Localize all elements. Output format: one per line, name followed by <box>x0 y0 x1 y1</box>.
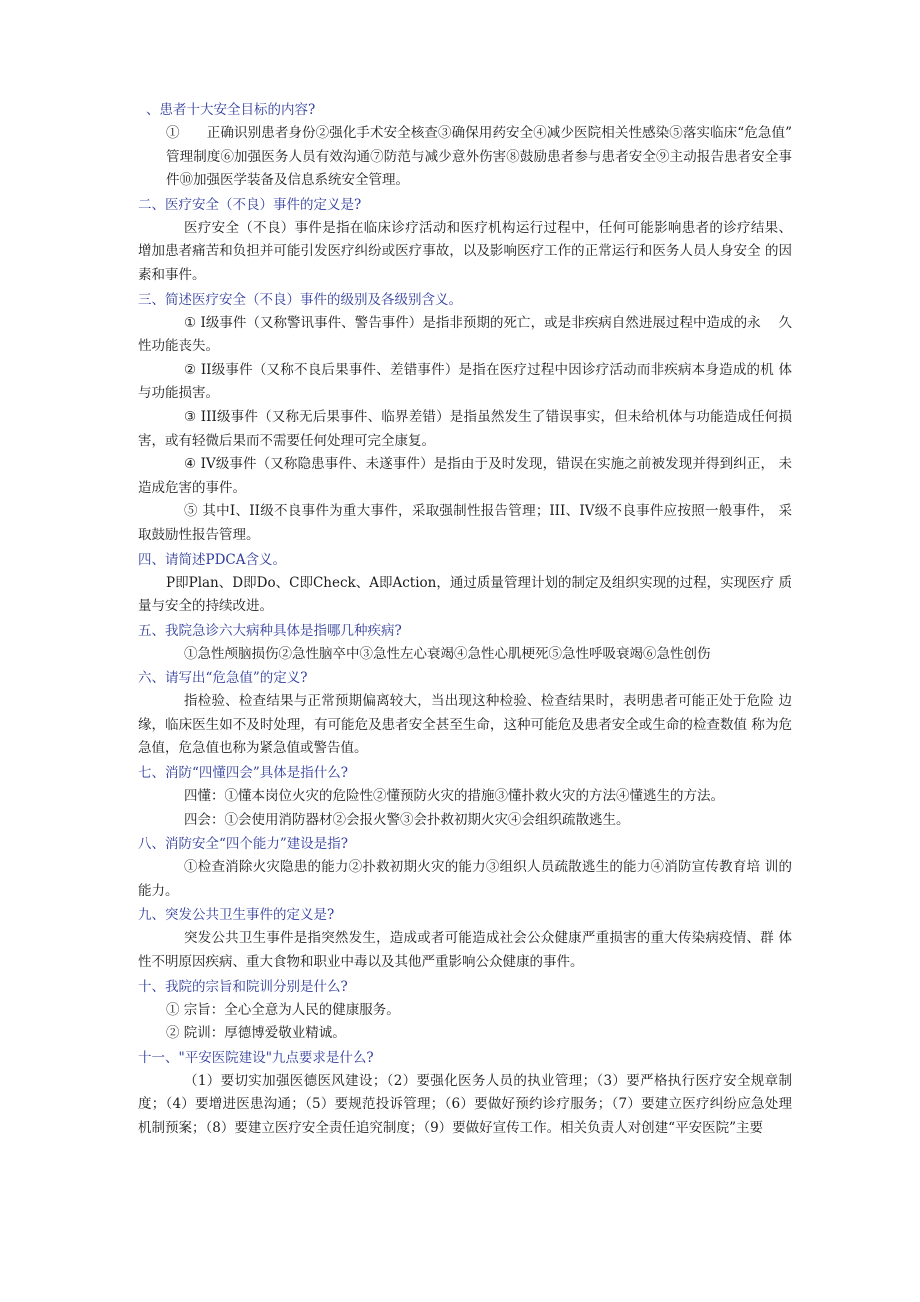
section-answer: （1）要切实加强医德医风建设；（2）要强化医务人员的执业管理；（3）要严格执行医疗安全规章制度；（4）要增进医患沟通；（5）要规范投诉管理；（6）要做好预约诊疗服务；（7）要建立医疗纠纷应急处理机制预案；（8）要建立医疗安全责任追究制度；（9）要做好宣传工作。相关负责人对创建“平安医院”主要 <box>138 1072 792 1136</box>
section-question: 二、医疗安全（不良）事件的定义是? <box>138 196 362 213</box>
section-question: 六、请写出“危急值”的定义? <box>138 670 308 687</box>
document-content <box>138 98 806 1141</box>
section-answer: ① 正确识别患者身份②强化手术安全核查③确保用药安全④减少医院相关性感染⑤落实临床“危急值” 管理制度⑥加强医务人员有效沟通⑦防范与减少意外伤害⑧鼓励患者参与患者安全⑨主动报告患者安全事件⑩加强医学装备及信息系统安全管理。 <box>166 125 806 189</box>
section-question: 五、我院急诊六大病种具体是指哪几种疾病? <box>138 622 402 639</box>
section-answer: ①急性颅脑损伤②急性脑卒中③急性左心衰竭④急性心肌梗死⑤急性呼吸衰竭⑥急性创伤 <box>184 645 711 662</box>
section-answer: ⑤ 其中I、II级不良事件为重大事件，采取强制性报告管理；III、IV级不良事件应按照一般事件， 采取鼓励性报告管理。 <box>138 503 792 543</box>
section-answer: ① I级事件（又称警讯事件、警告事件）是指非预期的死亡，或是非疾病自然进展过程中造成的永 久性功能丧失。 <box>138 314 792 355</box>
section-answer: 四懂：①懂本岗位火灾的危险性②懂预防火灾的措施③懂扑救火灾的方法④懂逃生的方法。 <box>184 788 724 805</box>
section-question: 九、突发公共卫生事件的定义是? <box>138 907 335 924</box>
section-answer: ② 院训：厚德博爱敬业精诚。 <box>166 1025 346 1042</box>
section-answer: ④ IV级事件（又称隐患事件、未遂事件）是指由于及时发现，错误在实施之前被发现并得到纠正， 未造成危害的事件。 <box>138 456 792 496</box>
section-question: 七、消防“四懂四会”具体是指什么? <box>138 765 349 782</box>
section-answer: P即Plan、D即Do、C即Check、A即Action，通过质量管理计划的制定及组织实现的过程，实现医疗 质量与安全的持续改进。 <box>138 574 792 615</box>
section-answer: ①检查消除火灾隐患的能力②扑救初期火灾的能力③组织人员疏散逃生的能力④消防宣传教育培 训的能力。 <box>138 859 792 899</box>
section-question: 八、消防安全“四个能力”建设是指? <box>138 836 349 853</box>
section-answer: 突发公共卫生事件是指突然发生，造成或者可能造成社会公众健康严重损害的重大传染病疫情、群 体性不明原因疾病、重大食物和职业中毒以及其他严重影响公众健康的事件。 <box>138 930 792 971</box>
section-question: 三、简述医疗安全（不良）事件的级别及各级别含义。 <box>138 291 462 308</box>
section-answer: 四会：①会使用消防器材②会报火警③会扑救初期火灾④会组织疏散逃生。 <box>184 811 630 828</box>
section-answer: ② II级事件（又称不良后果事件、差错事件）是指在医疗过程中因诊疗活动而非疾病本身造成的机 体与功能损害。 <box>138 361 792 402</box>
section-answer: 指检验、检查结果与正常预期偏离较大，当出现这种检验、检查结果时，表明患者可能正处于危险 边缘，临床医生如不及时处理，有可能危及患者安全甚至生命，这种可能危及患者安全或生命的检查数值 称为危急值，危急值也称为紧急值或警告值。 <box>138 693 792 757</box>
section-question: 、患者十大安全目标的内容? <box>146 102 316 118</box>
section-answer: 医疗安全（不良）事件是指在临床诊疗活动和医疗机构运行过程中，任何可能影响患者的诊疗结果、 增加患者痛苦和负担并可能引发医疗纠纷或医疗事故，以及影响医疗工作的正常运行和医务人员人身安全 的因素和事件。 <box>138 219 792 283</box>
section-question: 四、请简述PDCA含义。 <box>138 551 286 568</box>
section-answer: ③ III级事件（又称无后果事件、临界差错）是指虽然发生了错误事实，但未给机体与功能造成任何损害，或有轻微后果而不需要任何处理可完全康复。 <box>138 408 792 449</box>
section-answer: ① 宗旨：全心全意为人民的健康服务。 <box>166 1001 400 1018</box>
section-question: 十、我院的宗旨和院训分别是什么? <box>138 978 348 995</box>
section-question: 十一、"平安医院建设"九点要求是什么? <box>138 1049 374 1066</box>
